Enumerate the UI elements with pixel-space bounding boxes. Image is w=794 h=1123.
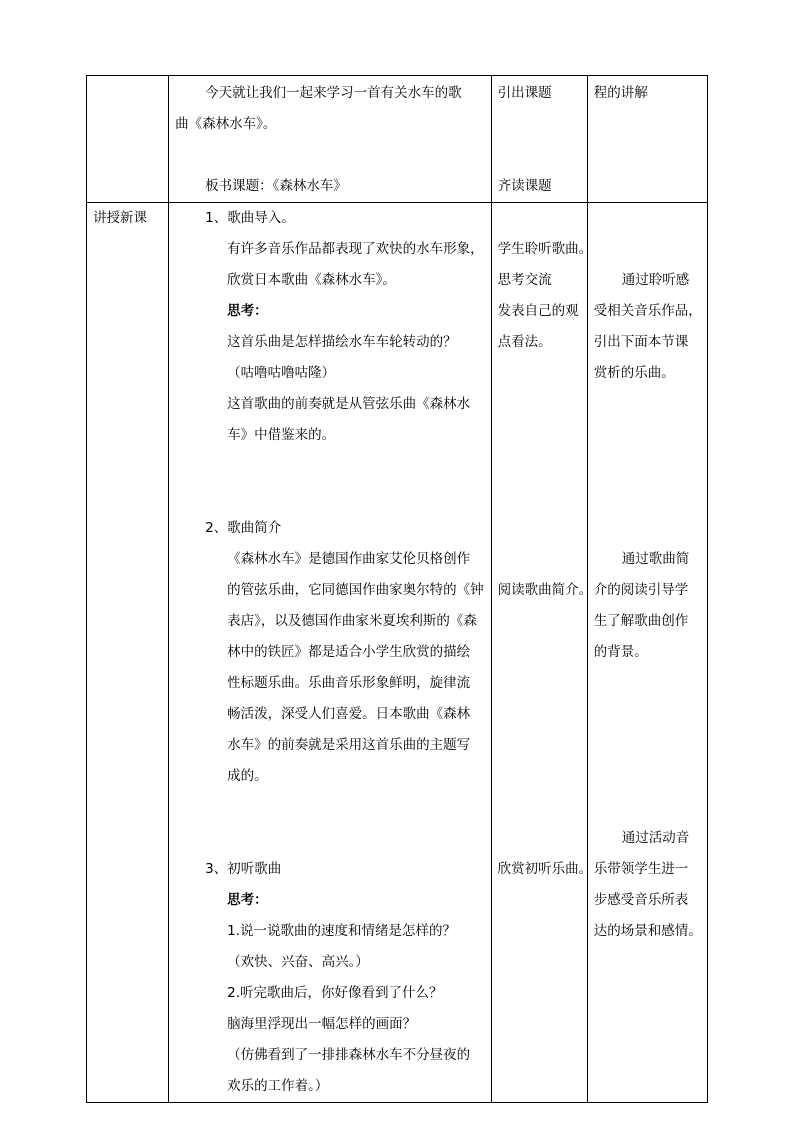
text-line: 车》中借鉴来的。	[227, 427, 336, 443]
intent-line: 通过歌曲简	[621, 551, 690, 567]
intent-text: 程的讲解	[593, 85, 648, 101]
text-line: 畅活泼，深受人们喜爱。日本歌曲《森林	[227, 706, 471, 722]
section-heading: 3、初听歌曲	[205, 861, 282, 877]
intent-line: 受相关音乐作品，	[593, 303, 702, 319]
content-cell	[169, 203, 492, 1103]
activity-line: 点看法。	[497, 334, 552, 350]
intent-line: 引出下面本节课	[593, 334, 689, 350]
table-row	[87, 203, 708, 1103]
stage-cell-empty	[87, 76, 169, 203]
answer-line: （咕噜咕噜咕隆）	[227, 365, 336, 381]
text-line: 成的。	[227, 768, 268, 784]
intent-line: 的背景。	[593, 644, 648, 660]
text-line: 表店》，以及德国作曲家米夏埃利斯的《森	[227, 613, 477, 629]
intent-line: 通过聆听感	[621, 272, 690, 288]
stage-cell	[87, 203, 169, 1103]
intent-cell	[587, 76, 707, 203]
section-heading: 1、歌曲导入。	[205, 210, 295, 226]
intent-line: 生了解歌曲创作	[593, 613, 689, 629]
text-line: 的管弦乐曲，它同德国作曲家奥尔特的《钟	[227, 582, 484, 598]
text-line: 欣赏日本歌曲《森林水车》。	[227, 272, 396, 288]
intent-line: 介的阅读引导学	[593, 582, 689, 598]
text-line: 这首歌曲的前奏就是从管弦乐曲《森林水	[227, 396, 471, 412]
intent-line: 步感受音乐所表	[593, 892, 689, 908]
intro-line-2: 曲《森林水车》。	[175, 116, 277, 132]
intent-line: 通过活动音	[621, 830, 690, 846]
think-label: 思考：	[227, 892, 268, 908]
activity-intro: 引出课题	[497, 85, 552, 101]
answer-line: 欢乐的工作着。）	[227, 1078, 329, 1094]
question-line: 1.说一说歌曲的速度和情绪是怎样的？	[227, 923, 457, 939]
intent-line: 赏析的乐曲。	[593, 365, 675, 381]
activity-line: 阅读歌曲简介。	[497, 582, 593, 598]
text-line: 《森林水车》是德国作曲家艾伦贝格创作	[227, 551, 471, 567]
board-title: 板书课题：《森林水车》	[205, 178, 347, 194]
answer-line: （欢快、兴奋、高兴。）	[227, 954, 369, 970]
think-label: 思考：	[227, 303, 268, 319]
text-line: 林中的铁匠》都是适合小学生欣赏的描绘	[227, 644, 471, 660]
activity-line: 学生聆听歌曲。	[497, 241, 593, 257]
activity-cell	[491, 203, 593, 1103]
content-cell	[169, 76, 492, 203]
intent-line: 达的场景和感情。	[593, 923, 702, 939]
activity-cell	[491, 76, 587, 203]
answer-line: （仿佛看到了一排排森林水车不分昼夜的	[227, 1047, 471, 1063]
intro-line-1: 今天就让我们一起来学习一首有关水车的歌	[205, 85, 462, 101]
intent-cell	[587, 203, 707, 1103]
text-line: 有许多音乐作品都表现了欢快的水车形象，	[227, 241, 484, 257]
lesson-plan-table	[86, 75, 708, 1103]
table-row	[87, 76, 708, 203]
text-line: 性标题乐曲。乐曲音乐形象鲜明，旋律流	[227, 675, 471, 691]
intent-line: 乐带领学生进一	[593, 861, 689, 877]
question-line: 脑海里浮现出一幅怎样的画面？	[227, 1016, 417, 1032]
question-line: 这首乐曲是怎样描绘水车车轮转动的？	[227, 334, 457, 350]
text-line: 水车》的前奏就是采用这首乐曲的主题写	[227, 737, 471, 753]
stage-label: 讲授新课	[93, 210, 147, 226]
question-line: 2.听完歌曲后，你好像看到了什么？	[227, 985, 443, 1001]
activity-line: 欣赏初听乐曲。	[497, 861, 593, 877]
section-heading: 2、歌曲简介	[205, 520, 282, 536]
activity-read-title: 齐读课题	[497, 178, 552, 194]
activity-line: 发表自己的观	[497, 303, 579, 319]
activity-line: 思考交流	[497, 272, 552, 288]
